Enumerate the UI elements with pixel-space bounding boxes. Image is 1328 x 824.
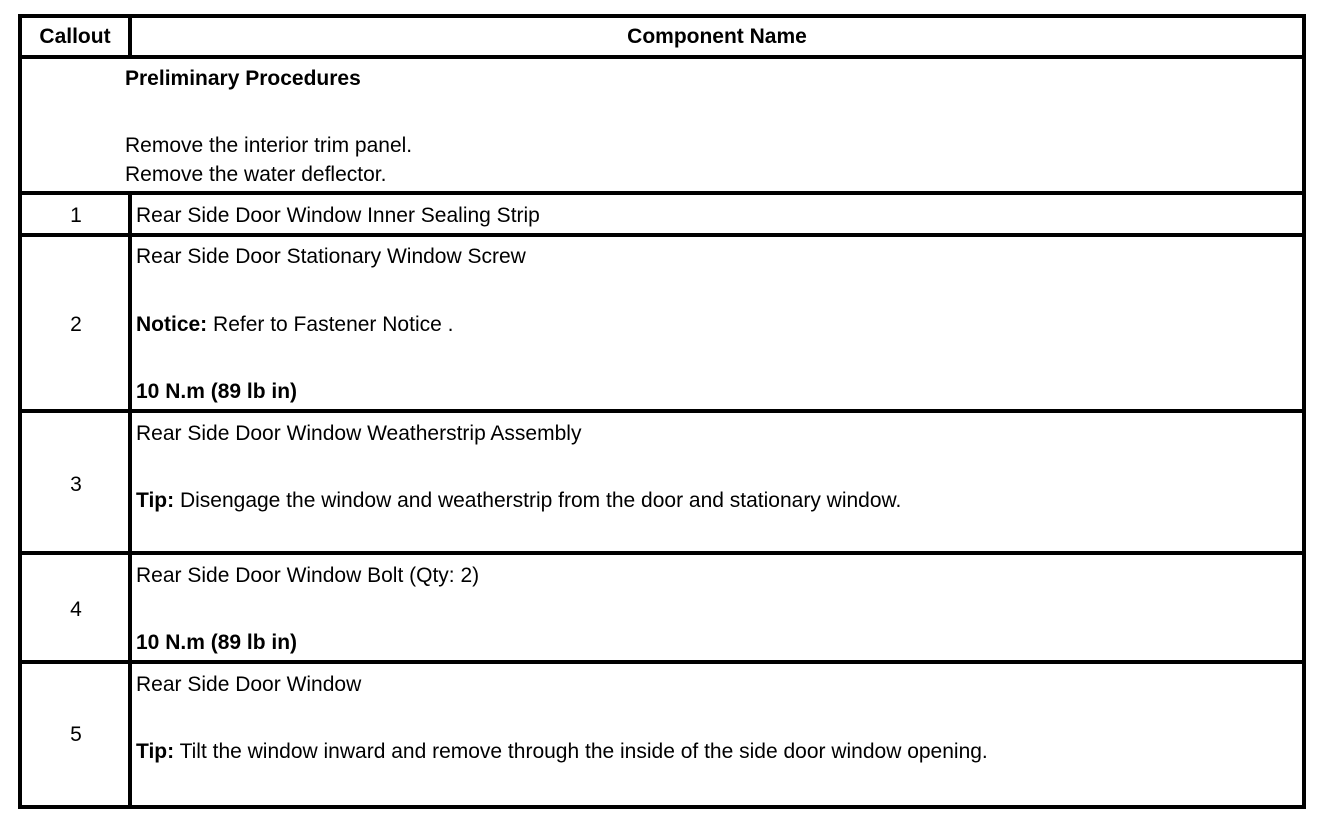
column-divider [128,191,132,809]
header-callout: Callout [39,25,111,48]
torque-spec: 10 N.m (89 lb in) [136,631,298,654]
preliminary-title: Preliminary Procedures [125,67,361,90]
component-name: Rear Side Door Window Weatherstrip Assembly [136,422,582,445]
tip-text: Tilt the window inward and remove through the inside of the side door window opening. [174,740,988,763]
header-component-name: Component Name [627,25,807,48]
component-name: Rear Side Door Window Bolt (Qty: 2) [136,564,480,587]
row-divider [18,233,1306,237]
notice-label: Notice: [136,313,208,336]
tip-label: Tip: [136,740,175,763]
callout-number: 5 [70,723,82,746]
header-divider [18,55,1306,59]
tip-line [136,740,988,764]
table-border-right [1302,14,1306,809]
procedure-table [18,14,1306,809]
callout-number: 4 [70,598,82,621]
row-divider [18,551,1306,555]
torque-spec: 10 N.m (89 lb in) [136,380,298,403]
component-name: Rear Side Door Window [136,673,362,696]
component-name: Rear Side Door Window Inner Sealing Strip [136,204,540,227]
table-border-bottom [18,805,1306,809]
tip-text: Disengage the window and weatherstrip from the door and stationary window. [174,489,902,512]
table-border-left [18,14,22,809]
table-border-top [18,14,1306,18]
row-divider [18,409,1306,413]
tip-label: Tip: [136,489,175,512]
notice-line [136,313,453,337]
preliminary-step: Remove the water deflector. [125,163,387,186]
component-name: Rear Side Door Stationary Window Screw [136,245,526,268]
callout-number: 3 [70,473,82,496]
row-divider [18,191,1306,195]
preliminary-step: Remove the interior trim panel. [125,134,413,157]
notice-text: Refer to Fastener Notice . [207,313,454,336]
tip-line [136,489,901,513]
row-divider [18,660,1306,664]
callout-number: 1 [70,204,82,227]
callout-number: 2 [70,313,82,336]
